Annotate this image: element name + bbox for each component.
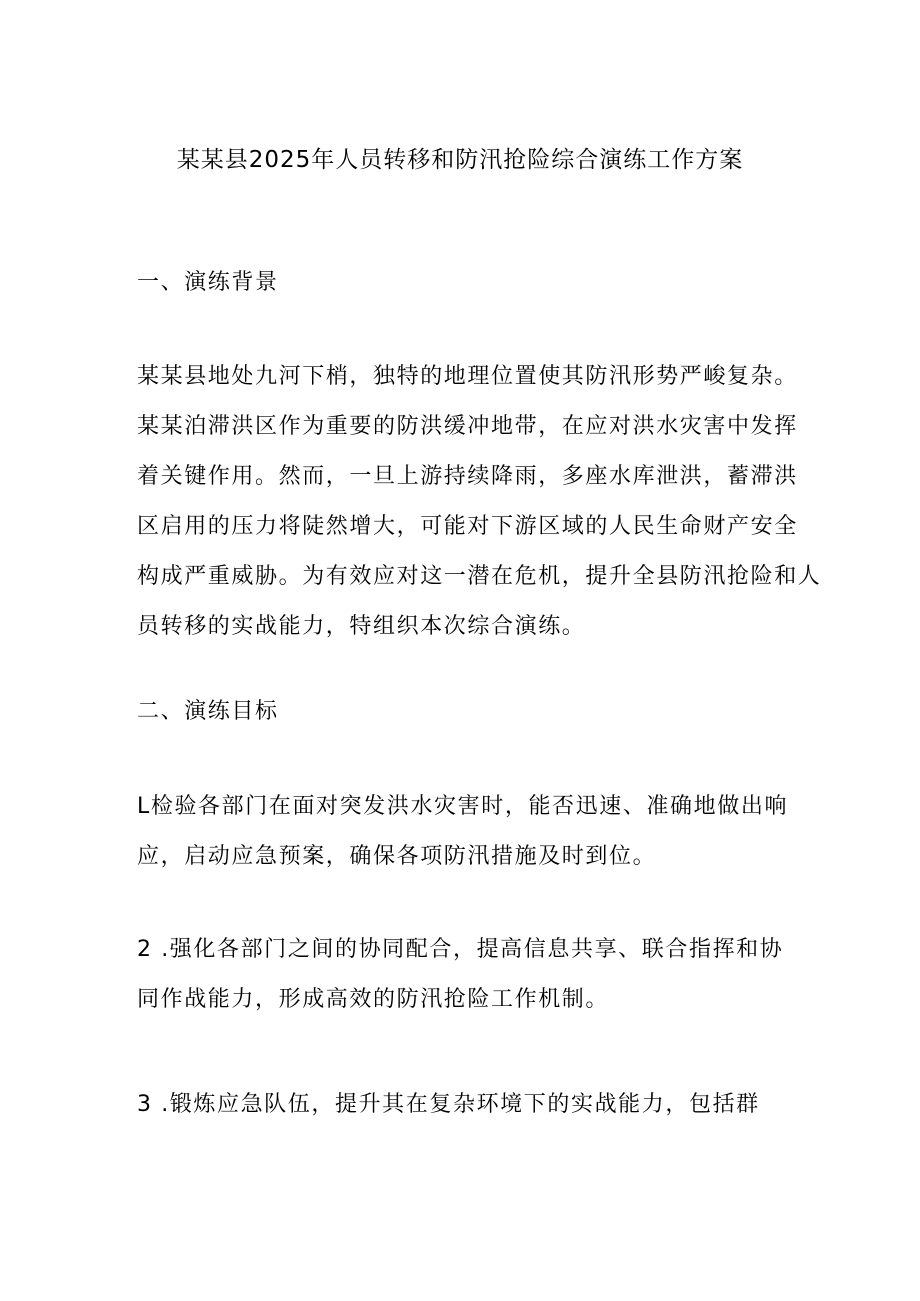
document-title: 某某县2025年人员转移和防汛抢险综合演练工作方案 xyxy=(176,147,744,173)
paragraph-line: 员转移的实战能力，特组织本次综合演练。 xyxy=(137,614,586,639)
paragraph-line: 某某县地处九河下梢，独特的地理位置使其防汛形势严峻复杂。 xyxy=(137,364,798,389)
paragraph-line: 着关键作用。然而，一旦上游持续降雨，多座水库泄洪，蓄滞洪 xyxy=(137,464,798,489)
objective-item-3 xyxy=(137,1080,797,1130)
section-heading-objectives: 二、演练目标 xyxy=(137,699,279,724)
paragraph-line: 应，启动应急预案，确保各项防汛措施及时到位。 xyxy=(137,844,657,869)
paragraph-line: L检验各部门在面对突发洪水灾害时，能否迅速、准确地做出响 xyxy=(137,794,789,819)
paragraph-line: 区启用的压力将陡然增大，可能对下游区域的人民生命财产安全 xyxy=(137,514,798,539)
paragraph-line: 3 .锻炼应急队伍，提升其在复杂环境下的实战能力，包括群 xyxy=(137,1092,760,1117)
paragraph-line: 构成严重威胁。为有效应对这一潜在危机，提升全县防汛抢险和人 xyxy=(137,564,822,589)
objective-item-2 xyxy=(137,925,797,1025)
objective-item-1 xyxy=(137,782,797,882)
background-paragraph xyxy=(137,352,822,652)
paragraph-line: 某某泊滞洪区作为重要的防洪缓冲地带，在应对洪水灾害中发挥 xyxy=(137,414,798,439)
paragraph-line: 同作战能力，形成高效的防汛抢险工作机制。 xyxy=(137,987,610,1012)
paragraph-line: 2 .强化各部门之间的协同配合，提高信息共享、联合指挥和协 xyxy=(137,937,784,962)
section-heading-background: 一、演练背景 xyxy=(137,270,279,295)
